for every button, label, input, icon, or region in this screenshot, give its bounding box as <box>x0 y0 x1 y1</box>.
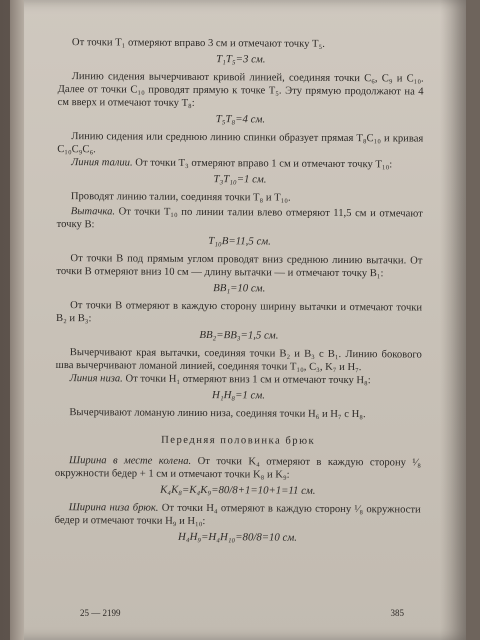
paragraph: От точки B под прямым углом проводят вниз среднюю линию вытачки. От точки B отмеряют вниз 10 см — длину вытачки — и отмечают точку B₁: <box>56 253 423 280</box>
paragraph-text: От точки T₁₀ по линии талии влево отмеряют 11,5 см и отмечают точку B: <box>56 206 423 231</box>
paragraph-text: От точки K₄ отмеряют в каждую сторону ¹⁄₈ окружности бедер + 1 см и отмечают точки K₈ и K₉: <box>54 455 422 481</box>
paragraph: Линию сидения или среднюю линию спинки образует прямая T₈C₁₀ и кривая C₁₀C₉C₆. <box>57 131 424 156</box>
formula: H₁H₈=1 см. <box>212 389 265 402</box>
book-page <box>10 0 466 640</box>
formula: K₄K₈=K₄K₉=80/8+1=10+1=11 см. <box>160 483 316 497</box>
paragraph-text: От точки H₄ отмеряют в каждую сторону ¹⁄₈ окружности бедер и отмечают точки H₉ и H₁₀: <box>54 502 421 528</box>
signature-mark: 25 — 2199 <box>80 608 121 618</box>
paragraph: От точки T₁ отмеряют вправо 3 см и отмечают точку T₅. <box>71 37 325 50</box>
formula: BB₂=BB₃=1,5 см. <box>199 328 279 342</box>
section-heading: Передняя половинка брюк <box>161 434 316 447</box>
paragraph-text: От точки H₁ отмеряют вниз 1 см и отмечают точку H₈: <box>122 373 371 387</box>
paragraph: От точки B отмеряют в каждую сторону ширину вытачки и отмечают точки B₂ и B₃: <box>55 300 423 325</box>
formula: T₁₀B=11,5 см. <box>208 235 271 248</box>
paragraph <box>57 205 423 234</box>
paragraph: Проводят линию талии, соединяя точки T₈ и T₁₀. <box>70 191 291 204</box>
paragraph: Линию сидения вычерчивают кривой линией, соединяя точки C₆, C₉ и C₁₀. Далее от точки C₁₀ проводят прямую к точке T₅. Эту прямую продолжают на 4 см вверх и отмечают точку T₈: <box>57 71 424 109</box>
page-right-shadow <box>440 0 466 640</box>
paragraph: Вычерчивают ломаную линию низа, соединяя точки H₆ и H₇ с H₈. <box>69 407 366 421</box>
paragraph <box>55 501 421 530</box>
section-label: Линия низа. <box>69 373 123 385</box>
formula: T₁T₅=3 см. <box>216 53 266 66</box>
paragraph <box>55 454 421 483</box>
page-binding-edge <box>10 0 24 640</box>
formula: T₃T₁₀=1 см. <box>213 173 267 186</box>
paragraph-text: От точки T₃ отмеряют вправо 1 см и отмечают точку T₁₀: <box>132 157 393 171</box>
formula: H₄H₉=H₄H₁₀=80/8=10 см. <box>178 530 297 544</box>
formula: BB₁=10 см. <box>213 282 266 295</box>
section-label: Вытачка. <box>70 206 116 218</box>
page-number: 385 <box>390 608 404 618</box>
page-text <box>54 36 424 551</box>
section-label: Ширина в месте колена. <box>68 455 192 467</box>
paragraph: Вычерчивают края вытачки, соединяя точки B₂ и B₃ с B₁. Линию бокового шва вычерчивают ломаной линией, соединяя точки T₁₀, C₃, K₇ и H₇. <box>55 347 422 374</box>
paragraph <box>56 372 422 388</box>
paragraph <box>57 156 423 172</box>
section-label: Линия талии. <box>71 157 133 169</box>
section-label: Ширина низа брюк. <box>68 502 159 514</box>
formula: T₅T₈=4 см. <box>215 113 266 126</box>
